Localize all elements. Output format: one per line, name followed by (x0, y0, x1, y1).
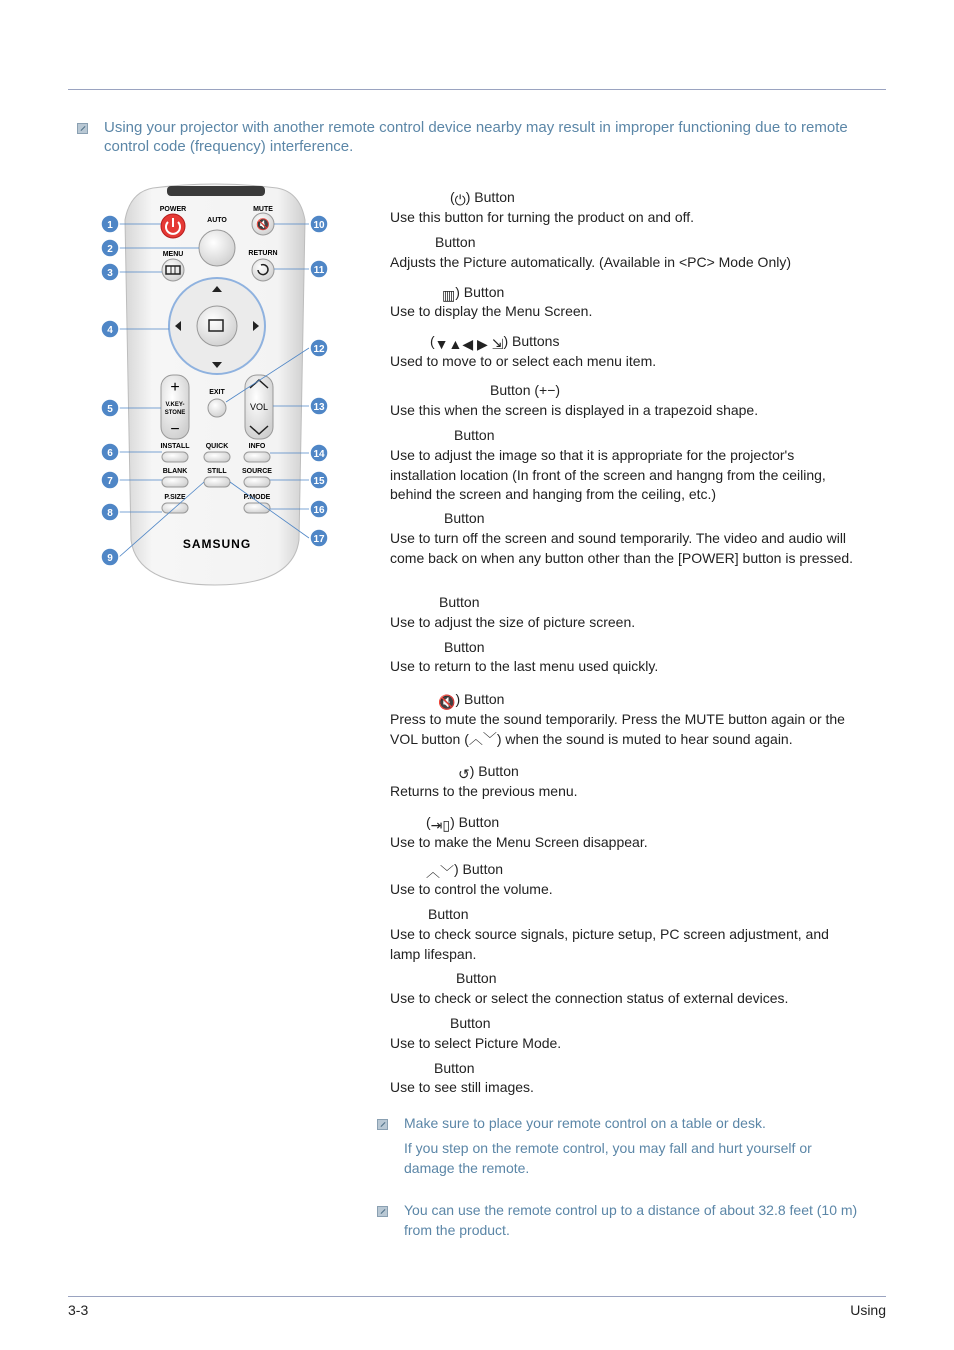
svg-text:P.SIZE: P.SIZE (164, 494, 186, 501)
svg-text:6: 6 (107, 448, 113, 459)
note-icon (377, 1206, 388, 1217)
entry-heading: Button (439, 594, 480, 610)
entry-description: Use to return to the last menu used quickly. (390, 658, 659, 674)
entry-heading: (▼▲◀ ▶ ⇲) Buttons (430, 332, 559, 355)
note-table: Make sure to place your remote control on a table or desk. (404, 1115, 766, 1131)
svg-text:1: 1 (107, 220, 113, 231)
remote-illustration (95, 180, 345, 592)
power-icon: ⏻ (454, 192, 466, 208)
quick-button[interactable] (204, 452, 230, 462)
svg-text:BLANK: BLANK (162, 468, 188, 475)
svg-text:2: 2 (107, 244, 113, 255)
callout-badge-7 (101, 471, 119, 489)
brand-logo: SAMSUNG (182, 537, 252, 551)
mute-icon: 🔇 (256, 219, 270, 231)
entry-description: Returns to the previous menu. (390, 783, 578, 799)
svg-text:13: 13 (313, 402, 325, 413)
note-icon (77, 123, 88, 134)
svg-text:P.MODE: P.MODE (243, 494, 271, 501)
entry-heading: Button (+−) (490, 382, 561, 398)
entry-description: Use to check source signals, picture setup, PC screen adjustment, and lamp lifespan. (390, 926, 829, 962)
svg-text:V.KEY-: V.KEY- (165, 402, 185, 408)
entry-heading: 🔇) Button (438, 690, 504, 713)
entry-heading: Button (434, 1060, 475, 1076)
callout-badge-4 (101, 320, 119, 338)
entry-heading: Button (444, 510, 485, 526)
entry-description: Use to turn off the screen and sound temporarily. The video and audio will come back on when any button other than the [POWER] button is pressed. (390, 530, 854, 566)
mute-label: MUTE (253, 206, 273, 213)
entry-heading: Button (435, 234, 476, 250)
callout-badge-2 (101, 239, 119, 257)
entry-description: Use to display the Menu Screen. (390, 303, 593, 319)
entry-heading: (⇥▯) Button (426, 813, 499, 836)
source-button[interactable] (197, 306, 237, 346)
auto-label: AUTO (207, 217, 227, 224)
svg-text:17: 17 (313, 534, 325, 545)
svg-text:SOURCE: SOURCE (242, 468, 272, 475)
return-label: RETURN (248, 250, 278, 257)
svg-text:7: 7 (107, 476, 113, 487)
return-icon: ↺ (458, 766, 470, 782)
note-table-detail: If you step on the remote control, you may fall and hurt yourself or damage the remote. (404, 1140, 812, 1176)
entry-description: Used to move to or select each menu item. (390, 353, 657, 369)
svg-text:VOL: VOL (249, 402, 269, 412)
callout-badge-14 (310, 444, 328, 462)
entry-heading: (⏻) Button (450, 188, 515, 211)
callout-badge-5 (101, 399, 119, 417)
exit-label: EXIT (209, 389, 225, 396)
callout-badge-6 (101, 443, 119, 461)
svg-text:INSTALL: INSTALL (160, 443, 190, 450)
callout-badge-15 (310, 471, 328, 489)
entry-heading: ▥) Button (442, 283, 504, 306)
still-button[interactable] (204, 477, 230, 487)
svg-text:STILL: STILL (207, 468, 227, 475)
callout-badge-1 (101, 215, 119, 233)
svg-text:9: 9 (107, 553, 113, 564)
svg-text:STONE: STONE (164, 410, 186, 416)
callout-badge-16 (310, 500, 328, 518)
entry-heading: ↺) Button (458, 762, 519, 785)
svg-text:12: 12 (313, 344, 325, 355)
svg-text:16: 16 (313, 505, 325, 516)
header-rule (68, 89, 886, 90)
svg-text:−: − (170, 421, 180, 438)
svg-text:8: 8 (107, 508, 113, 519)
mute-icon: 🔇 (438, 694, 456, 710)
note-icon (377, 1119, 388, 1130)
entry-description: Use to select Picture Mode. (390, 1035, 562, 1051)
entry-description: Use to adjust the image so that it is appropriate for the projector's installation location (In front of the screen and hangng from the ceiling, behind the screen and hanging from the ceiling, etc.) (390, 447, 826, 502)
source-small-button[interactable] (244, 477, 270, 487)
menu-label: MENU (162, 251, 184, 258)
entry-description: Adjusts the Picture automatically. (Available in <PC> Mode Only) (390, 254, 792, 270)
entry-description: Use to check or select the connection status of external devices. (390, 990, 789, 1006)
blank-button[interactable] (162, 477, 188, 487)
svg-text:4: 4 (107, 325, 113, 336)
svg-text:+: + (170, 379, 180, 396)
entry-heading: Button (450, 1015, 491, 1031)
entry-description: Press to mute the sound temporarily. Press the MUTE button again or the VOL button (︿﹀) when the sound is muted to hear sound again. (390, 711, 845, 747)
entry-heading: Button (444, 639, 485, 655)
arrows-icon: ▼▲◀ ▶ ⇲ (434, 336, 504, 352)
power-label: POWER (159, 206, 187, 213)
entry-description: Use to control the volume. (390, 881, 553, 897)
callout-badge-17 (310, 529, 328, 547)
callout-badge-13 (310, 397, 328, 415)
return-button[interactable] (252, 259, 274, 281)
svg-text:5: 5 (107, 404, 113, 415)
entry-description: Use to make the Menu Screen disappear. (390, 834, 648, 850)
exit-button[interactable] (208, 399, 226, 417)
auto-button[interactable] (199, 230, 235, 266)
svg-text:10: 10 (313, 220, 325, 231)
callout-badge-9 (101, 548, 119, 566)
svg-text:INFO: INFO (248, 443, 266, 450)
entry-heading: Button (454, 427, 495, 443)
section-title: Using (850, 1302, 886, 1318)
entry-description: Use to adjust the size of picture screen. (390, 614, 636, 630)
install-button[interactable] (162, 452, 188, 462)
svg-text:14: 14 (313, 449, 325, 460)
callout-badge-10 (310, 215, 328, 233)
menu-icon: ▥ (442, 287, 456, 303)
footer-rule (68, 1296, 886, 1297)
info-button[interactable] (244, 452, 270, 462)
entry-heading: ︿﹀) Button (426, 860, 503, 883)
top-note: Using your projector with another remote control device nearby may result in improper functioning due to remote control code (frequency) interference. (104, 119, 848, 155)
svg-text:15: 15 (313, 476, 325, 487)
exit-icon: ⇥▯ (430, 817, 451, 833)
volume-icon: ︿﹀ (426, 864, 454, 880)
note-distance: You can use the remote control up to a distance of about 32.8 feet (10 m) from the product. (404, 1202, 858, 1238)
page-number: 3-3 (68, 1302, 89, 1318)
callout-badge-12 (310, 339, 328, 357)
svg-text:11: 11 (313, 265, 325, 276)
volume-icon: ︿﹀ (468, 730, 497, 747)
entry-description: Use to see still images. (390, 1079, 534, 1095)
callout-badge-11 (310, 260, 328, 278)
entry-description: Use this when the screen is displayed in a trapezoid shape. (390, 402, 759, 418)
entry-description: Use this button for turning the product on and off. (390, 209, 695, 225)
svg-text:3: 3 (107, 268, 113, 279)
entry-heading: Button (456, 970, 497, 986)
svg-text:QUICK: QUICK (205, 443, 229, 450)
callout-badge-3 (101, 263, 119, 281)
callout-badge-8 (101, 503, 119, 521)
entry-heading: Button (428, 906, 469, 922)
